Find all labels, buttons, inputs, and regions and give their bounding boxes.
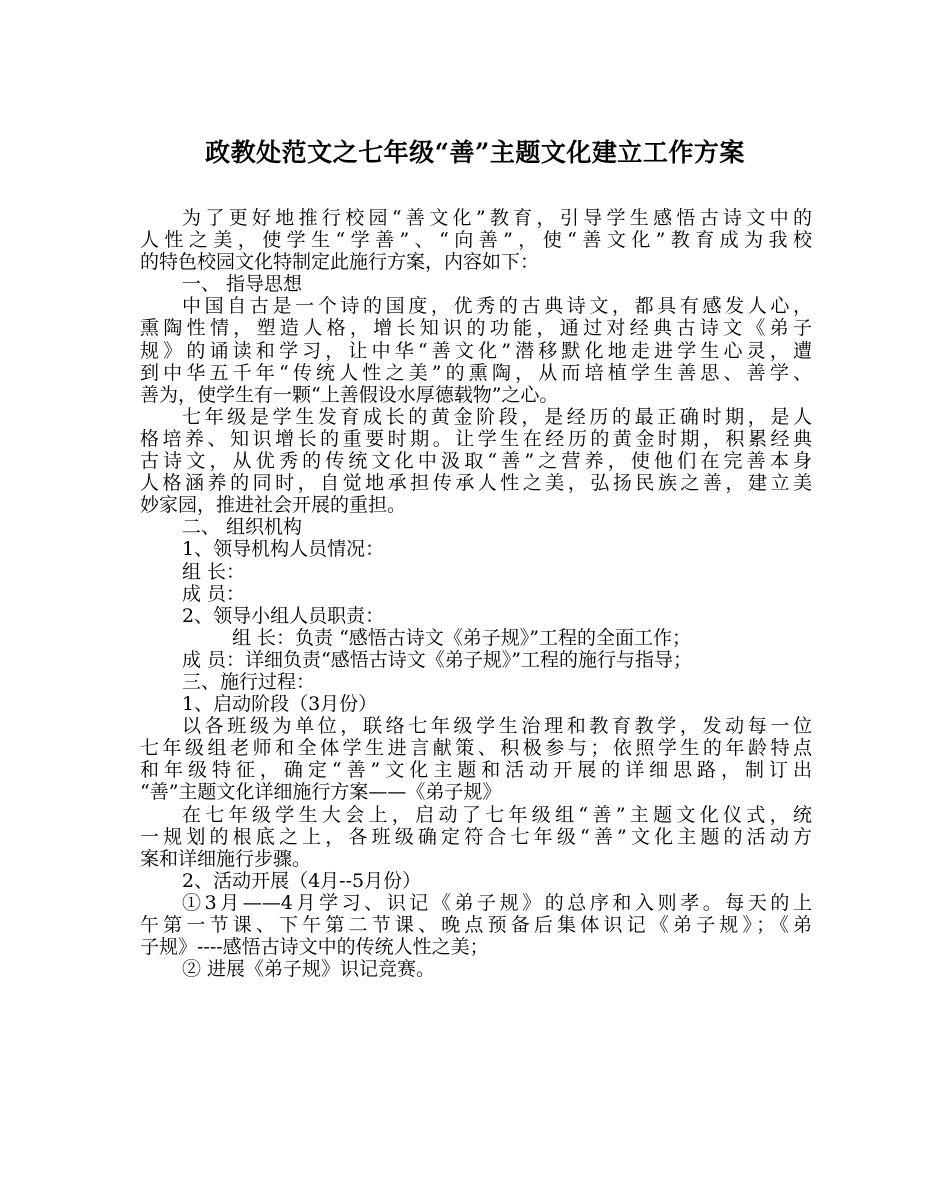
text-line: 格培养、知识增长的重要时期。让学生在经历的黄金时期，积累经典	[140, 427, 812, 450]
text-line: 1、启动阶段（3月份）	[182, 693, 378, 716]
text-line: 成 员：	[182, 582, 246, 605]
text-line: 的特色校园文化特制定此施行方案，内容如下：	[140, 251, 540, 274]
text-line: ①3月——4月学习、识记《弟子规》的总序和入则孝。每天的上	[182, 891, 812, 914]
text-line: 规》的诵读和学习，让中华“善文化”潜移默化地走进学生心灵，遭	[140, 339, 812, 362]
text-line: 成 员：详细负责“感悟古诗文《弟子规》”工程的施行与指导；	[182, 648, 692, 671]
text-line: 组 长：	[182, 560, 246, 583]
text-line: 为了更好地推行校园“善文化”教育，引导学生感悟古诗文中的	[182, 207, 812, 229]
document-body	[140, 207, 812, 980]
text-line: 熏陶性情，塑造人格，增长知识的功能，通过对经典古诗文《弟子	[140, 317, 812, 340]
text-line: 古诗文，从优秀的传统文化中汲取“善”之营养，使他们在完善本身	[140, 450, 812, 473]
text-line: 在七年级学生大会上，启动了七年级组“善”主题文化仪式，统	[182, 803, 812, 826]
text-line: 七年级组老师和全体学生进言献策、积极参与；依照学生的年龄特点	[140, 737, 812, 760]
text-line: 2、活动开展（4月--5月份）	[182, 869, 422, 892]
text-line: 以各班级为单位，联络七年级学生治理和教育教学，发动每一位	[182, 715, 812, 738]
text-line: 午第一节课、下午第二节课、晚点预备后集体识记《弟子规》；《弟	[140, 914, 812, 936]
text-line: 三、施行过程：	[182, 670, 316, 693]
text-line: ② 进展《弟子规》识记竞赛。	[182, 958, 436, 981]
text-line: 人性之美，使学生“学善”、“向善”，使“善文化”教育成为我校	[140, 229, 812, 252]
text-line: 案和详细施行步骤。	[140, 847, 312, 870]
text-line: 一、 指导思想	[182, 273, 303, 296]
document-title: 政教处范文之七年级“善”主题文化建立工作方案	[205, 138, 745, 167]
text-line: 子规》----感悟古诗文中的传统人性之美；	[140, 936, 489, 959]
text-line: 到中华五千年“传统人性之美”的熏陶，从而培植学生善思、善学、	[140, 361, 812, 384]
text-line: 中国自古是一个诗的国度，优秀的古典诗文，都具有感发人心，	[182, 295, 812, 318]
text-line: 善为，使学生有一颗“上善假设水厚德载物”之心。	[140, 383, 559, 406]
text-line: 2、领导小组人员职责：	[182, 604, 385, 627]
text-line: 组 长：负责 “感悟古诗文《弟子规》”工程的全面工作；	[232, 626, 692, 649]
text-line: 七年级是学生发育成长的黄金阶段，是经历的最正确时期，是人	[182, 405, 812, 428]
text-line: 人格涵养的同时，自觉地承担传承人性之美，弘扬民族之善，建立美	[140, 472, 812, 495]
text-line: 一规划的根底之上，各班级确定符合七年级“善”文化主题的活动方	[140, 825, 812, 848]
text-line: 妙家园，推进社会开展的重担。	[140, 494, 407, 517]
text-line: 和年级特征，确定“善”文化主题和活动开展的详细思路，制订出	[140, 759, 812, 782]
text-line: “善”主题文化详细施行方案——《弟子规》	[140, 781, 502, 804]
text-line: 二、 组织机构	[182, 516, 303, 539]
text-line: 1、领导机构人员情况：	[182, 538, 385, 561]
